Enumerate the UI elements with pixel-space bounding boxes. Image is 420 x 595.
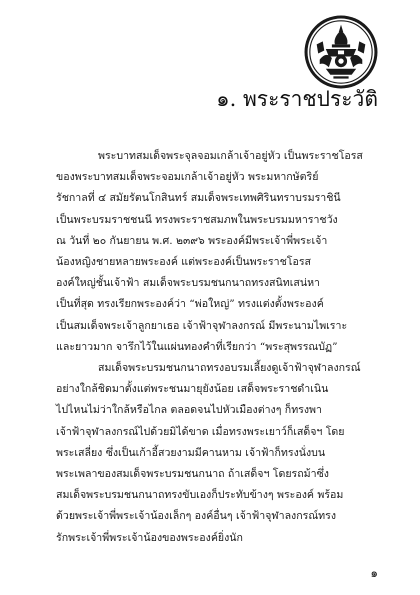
text-line: องค์ใหญ่ชั้นเจ้าฟ้า สมเด็จพระบรมชนกนาถทรงสนิทเสน่หา bbox=[56, 277, 320, 290]
text-line: น้องหญิงชายหลายพระองค์ แต่พระองค์เป็นพระราชโอรส bbox=[56, 256, 311, 269]
page-number: ๑ bbox=[370, 566, 378, 580]
text-line: พระเสลี่ยง ซึ่งเป็นเก้าอี้สวยงามมีคานหาม เจ้าฟ้าก็ทรงนั่งบน bbox=[56, 446, 326, 459]
text-line: รักพระเจ้าพี่พระเจ้าน้องของพระองค์ยิ่งนัก bbox=[56, 531, 243, 544]
body-text bbox=[56, 146, 374, 549]
text-line: เป็นพระบรมราชชนนี ทรงพระราชสมภพในพระบรมมหาราชวัง bbox=[56, 213, 338, 226]
paragraph-1 bbox=[56, 146, 374, 358]
text-line: ไปไหนไม่ว่าใกล้หรือไกล ตลอดจนไปหัวเมืองต่างๆ ก็ทรงพา bbox=[56, 404, 322, 417]
text-line: อย่างใกล้ชิดมาตั้งแต่พระชนมายุยังน้อย เสด็จพระราชดำเนิน bbox=[56, 383, 329, 396]
text-line: รัชกาลที่ ๔ สมัยรัตนโกสินทร์ สมเด็จพระเทพศิรินทราบรมราชินี bbox=[56, 192, 341, 205]
text-line: เป็นที่สุด ทรงเรียกพระองค์ว่า “พ่อใหญ่” ทรงแต่งตั้งพระองค์ bbox=[56, 298, 324, 311]
text-line: พระบาทสมเด็จพระจุลจอมเกล้าเจ้าอยู่หัว เป็นพระราชโอรส bbox=[98, 150, 363, 162]
text-line: ด้วยพระเจ้าพี่พระเจ้าน้องเล็กๆ องค์อื่นๆ เจ้าฟ้าจุฬาลงกรณ์ทรง bbox=[56, 510, 337, 523]
text-line: สมเด็จพระบรมชนกนาถทรงอบรมเลี้ยงดูเจ้าฟ้าจุฬาลงกรณ์ bbox=[98, 362, 361, 375]
text-line: ณ วันที่ ๒๐ กันยายน พ.ศ. ๒๓๙๖ พระองค์มีพระเจ้าพี่พระเจ้า bbox=[56, 234, 328, 247]
royal-seal-emblem-icon bbox=[303, 14, 379, 90]
text-line: สมเด็จพระบรมชนกนาถทรงขับเองก็ประทับข้างๆ พระองค์ พร้อม bbox=[56, 489, 344, 502]
text-line: และยาวมาก จารึกไว้ในแผ่นทองคำที่เรียกว่า “พระสุพรรณบัฏ” bbox=[56, 340, 338, 353]
chapter-title: ๑. พระราชประวัติ bbox=[216, 87, 378, 111]
text-line: เป็นสมเด็จพระเจ้าลูกยาเธอ เจ้าฟ้าจุฬาลงกรณ์ มีพระนามไพเราะ bbox=[56, 319, 348, 332]
text-line: ของพระบาทสมเด็จพระจอมเกล้าเจ้าอยู่หัว พระมหากษัตริย์ bbox=[56, 171, 319, 184]
text-line: เจ้าฟ้าจุฬาลงกรณ์ไปด้วยมิได้ขาด เมื่อทรงพระเยาว์ก็เสด็จฯ โดย bbox=[56, 425, 345, 438]
paragraph-2 bbox=[56, 358, 374, 549]
text-line: พระเพลาของสมเด็จพระบรมชนกนาถ ถ้าเสด็จฯ โดยรถม้าซึ่ง bbox=[56, 468, 329, 481]
